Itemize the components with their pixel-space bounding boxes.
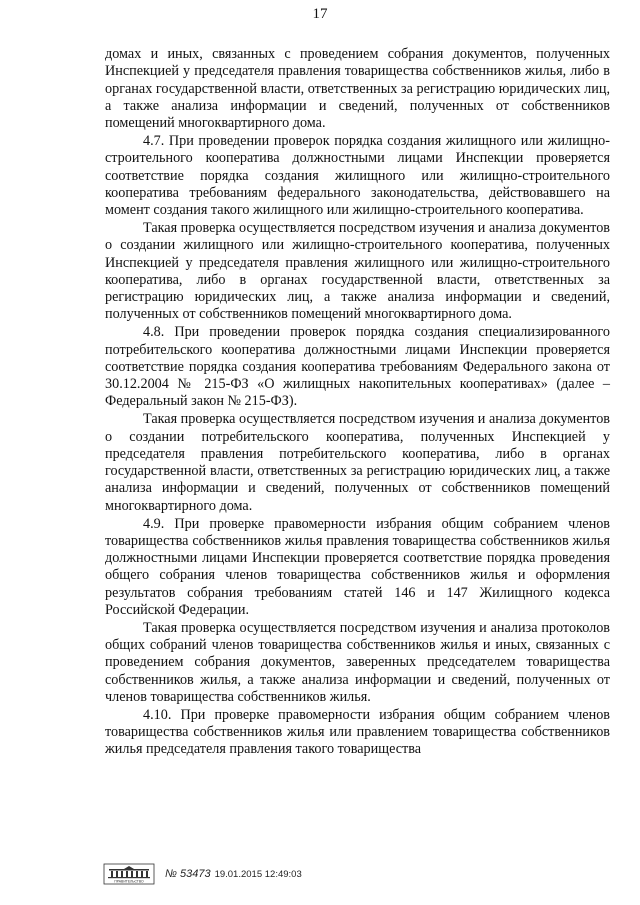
footer-stamp — [103, 863, 302, 885]
document-timestamp: 19.01.2015 12:49:03 — [214, 868, 302, 880]
emblem-label: ПРАВИТЕЛЬСТВО — [114, 879, 144, 884]
government-building-icon — [103, 863, 155, 885]
paragraph: 4.8. При проведении проверок порядка создания специализированного потребительского кооператива должностными лицами Инспекции проверяется соответствие порядка создания кооператива требованиям Федерального закона от 30.12.2004 № 215-ФЗ «О жилищных накопительных кооперативах» (далее – Федеральный закон № 215-ФЗ). — [105, 324, 610, 410]
paragraph: Такая проверка осуществляется посредством изучения и анализа протоколов общих собраний членов товарищества собственников жилья и иных, связанных с проведением собрания документов, заверенных председателем товарищества собственников жилья, а также анализа информации и сведений, полученных от членов товарищества собственников жилья. — [105, 619, 610, 705]
paragraph: 4.7. При проведении проверок порядка создания жилищного или жилищно-строительного кооператива должностными лицами Инспекции проверяется соответствие порядка создания жилищного или жилищно-строительного кооператива требованиям федерального законодательства, действовавшего на момент создания такого жилищного или жилищно-строительного кооператива. — [105, 132, 610, 219]
paragraph: Такая проверка осуществляется посредством изучения и анализа документов о создании потребительского кооператива, полученных Инспекцией у председателя правления потребительского кооператива, либо в органах государственной власти, ответственных за регистрацию юридических лиц, а также анализа информации и сведений, полученных от собственников помещений многоквартирного дома. — [105, 411, 610, 514]
document-body — [105, 46, 610, 759]
paragraph: Такая проверка осуществляется посредством изучения и анализа документов о создании жилищного или жилищно-строительного кооператива, полученных Инспекцией у председателя правления жилищного или жилищно-строительного кооператива, либо в органах государственной власти, ответственных за регистрацию юридических лиц, а также анализа информации и сведений, полученных от собственников помещений многоквартирного дома. — [105, 219, 610, 323]
document-number: № 53473 — [165, 868, 211, 880]
page-number: 17 — [312, 6, 328, 22]
paragraph: домах и иных, связанных с проведением собрания документов, полученных Инспекцией у председателя правления товарищества собственников жилья, либо в органах государственной власти, ответственных за регистрацию юридических лиц, а также анализа информации и сведений, полученных от собственников помещений многоквартирного дома. — [105, 46, 610, 132]
paragraph: 4.10. При проверке правомерности избрания общим собранием членов товарищества собственников жилья или правлением товарищества собственников жилья председателя правления такого товарищества — [105, 706, 610, 758]
paragraph: 4.9. При проверке правомерности избрания общим собранием членов товарищества собственников жилья правления товарищества собственников жилья должностными лицами Инспекции проверяется соответствие порядка проведения общего собрания членов товарищества собственников жилья и оформления результатов собрания требованиям статей 146 и 147 Жилищного кодекса Российской Федерации. — [105, 515, 610, 618]
